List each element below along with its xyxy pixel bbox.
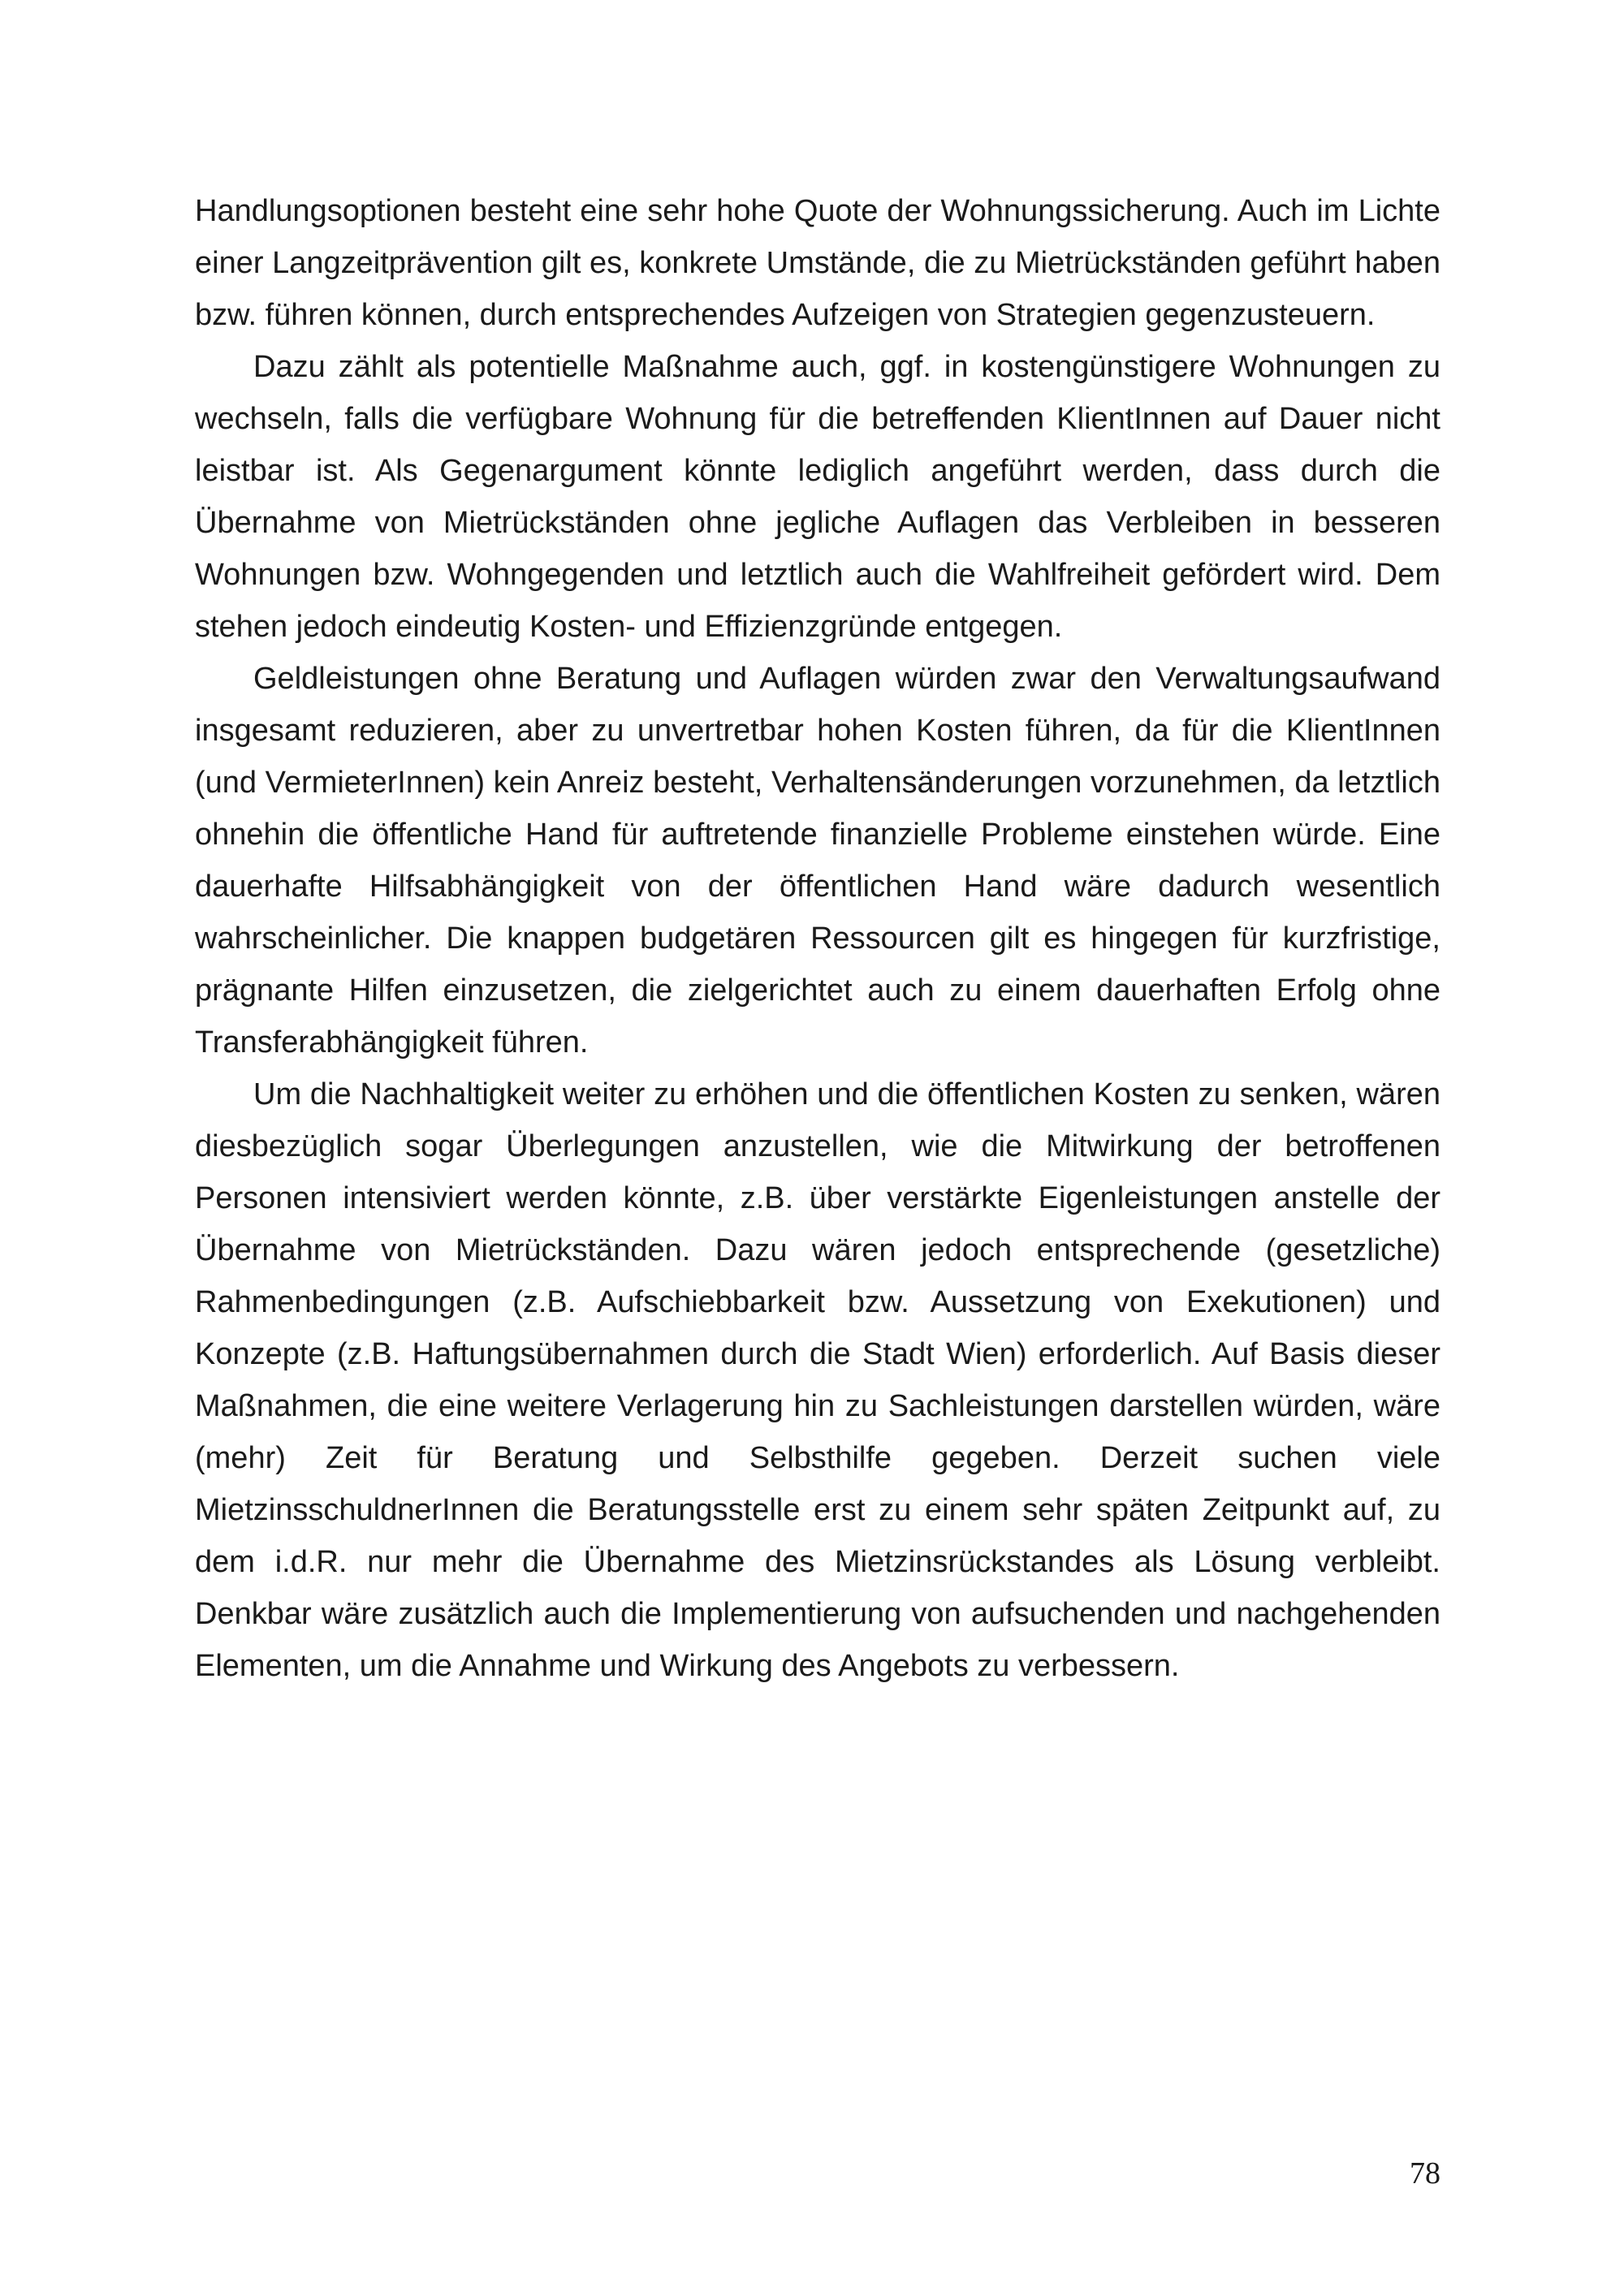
paragraph-continued: Handlungsoptionen besteht eine sehr hohe Quote der Wohnungssicherung. Auch im Lichte einer Langzeitprävention gilt es, konkrete Umstände, die zu Mietrückständen geführt haben bzw. führen können, durch entsprechendes Aufzeigen von Strategien gegenzusteuern. bbox=[195, 194, 1440, 332]
body-text bbox=[195, 185, 1440, 1692]
paragraph: Um die Nachhaltigkeit weiter zu erhöhen und die öffentlichen Kosten zu senken, wären diesbezüglich sogar Überlegungen anzustellen, wie die Mitwirkung der betroffenen Personen intensiviert werden könnte, z.B. über verstärkte Eigenleistungen anstelle der Übernahme von Mietrückständen. Dazu wären jedoch entsprechende (gesetzliche) Rahmenbedingungen (z.B. Aufschiebbarkeit bzw. Aussetzung von Exekutionen) und Konzepte (z.B. Haftungsübernahmen durch die Stadt Wien) erforderlich. Auf Basis dieser Maßnahmen, die eine weitere Verlagerung hin zu Sachleistungen darstellen würden, wäre (mehr) Zeit für Beratung und Selbsthilfe gegeben. Derzeit suchen viele MietzinsschuldnerInnen die Beratungsstelle erst zu einem sehr späten Zeitpunkt auf, zu dem i.d.R. nur mehr die Übernahme des Mietzinsrückstandes als Lösung verbleibt. Denkbar wäre zusätzlich auch die Implementierung von aufsuchenden und nachgehenden Elementen, um die Annahme und Wirkung des Angebots zu verbessern. bbox=[195, 1077, 1440, 1683]
paragraph: Dazu zählt als potentielle Maßnahme auch, ggf. in kostengünstigere Wohnungen zu wechseln, falls die verfügbare Wohnung für die betreffenden KlientInnen auf Dauer nicht leistbar ist. Als Gegenargument könnte lediglich angeführt werden, dass durch die Übernahme von Mietrückständen ohne jegliche Auflagen das Verbleiben in besseren Wohnungen bzw. Wohngegenden und letztlich auch die Wahlfreiheit gefördert wird. Dem stehen jedoch eindeutig Kosten- und Effizienzgründe entgegen. bbox=[195, 350, 1440, 644]
page-number: 78 bbox=[1410, 2156, 1440, 2190]
paragraph: Geldleistungen ohne Beratung und Auflagen würden zwar den Verwaltungsaufwand insgesamt reduzieren, aber zu unvertretbar hohen Kosten führen, da für die KlientInnen (und VermieterInnen) kein Anreiz besteht, Verhaltensänderungen vorzunehmen, da letztlich ohnehin die öffentliche Hand für auftretende finanzielle Probleme einstehen würde. Eine dauerhafte Hilfsabhängigkeit von der öffentlichen Hand wäre dadurch wesentlich wahrscheinlicher. Die knappen budgetären Ressourcen gilt es hingegen für kurzfristige, prägnante Hilfen einzusetzen, die zielgerichtet auch zu einem dauerhaften Erfolg ohne Transferabhängigkeit führen. bbox=[195, 662, 1440, 1060]
